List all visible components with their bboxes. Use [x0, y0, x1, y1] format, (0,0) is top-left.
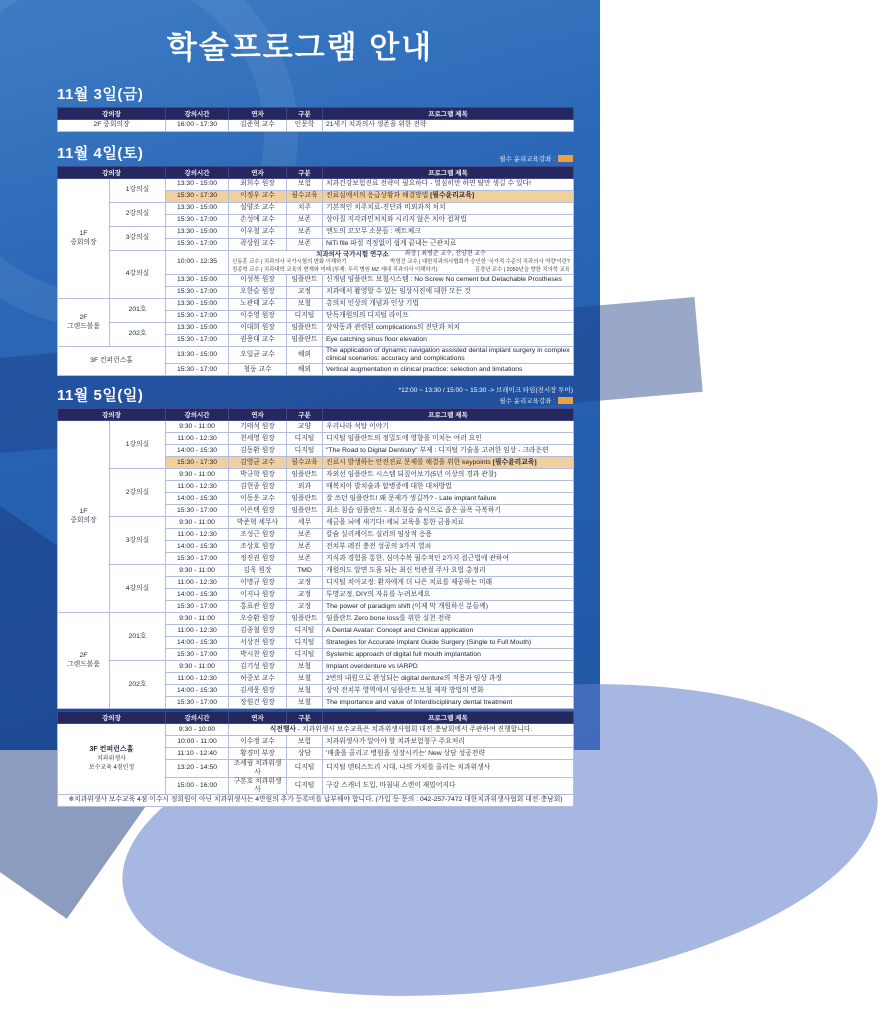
- speaker-cell: 홍표관 원장: [229, 601, 287, 613]
- program-table-head: [58, 108, 574, 120]
- title-cell: 임플란트 Zero bone loss를 위한 실천 전략: [323, 613, 574, 625]
- speaker-cell: 조성근 원장: [229, 529, 287, 541]
- col-header-venue: 강의장: [58, 712, 166, 724]
- col-header-venue: 강의장: [58, 409, 166, 421]
- venue-line: 3F 컨퍼런스홀: [89, 745, 134, 753]
- category-cell: 보철: [287, 673, 323, 685]
- time-cell: 15:30 - 17:30: [166, 191, 229, 203]
- required-course-legend-2: [499, 396, 573, 405]
- col-header-time: 강의시간: [166, 108, 229, 120]
- category-cell: 보철: [287, 685, 323, 697]
- time-cell: 15:30 - 17:00: [166, 215, 229, 227]
- table-row: [58, 469, 574, 481]
- col-header-speaker: 연자: [229, 409, 287, 421]
- category-cell: 해외: [287, 364, 323, 376]
- title-cell: 세금을 뇌에 새기다! 세뇌 교육을 통한 금융치료: [323, 517, 574, 529]
- time-cell: 11:00 - 12:30: [166, 481, 229, 493]
- room-cell: 4강의실: [110, 565, 166, 613]
- col-header-category: 구분: [287, 409, 323, 421]
- program-table-head: [58, 409, 574, 421]
- category-cell: 교정: [287, 589, 323, 601]
- table-row: [58, 613, 574, 625]
- category-cell: 세무: [287, 517, 323, 529]
- category-cell: 임플란트: [287, 275, 323, 287]
- time-cell: 14:00 - 15:30: [166, 685, 229, 697]
- room-cell: 202호: [110, 661, 166, 709]
- column-header-row: [58, 712, 574, 724]
- speaker-cell: 김영균 교수: [229, 457, 287, 469]
- title-cell: 진료시 발생하는 안전진료 문제를 해결을 위한 keypoints [필수윤리교육]: [323, 457, 574, 469]
- time-cell: 15:30 - 17:00: [166, 335, 229, 347]
- speaker-cell: 이동운 교수: [229, 493, 287, 505]
- title-cell: The importance and value of Interdisciplinary dental treatment: [323, 697, 574, 709]
- venue-line: 2F: [79, 314, 88, 322]
- category-cell: 필수교육: [287, 457, 323, 469]
- title-cell: 지식과 경험을 통한, 심미수복 필수적인 2가지 접근법에 관하여: [323, 553, 574, 565]
- special-session-line: [232, 259, 570, 266]
- title-cell: 총의치 인상의 개념과 인상 기법: [323, 299, 574, 311]
- section-nov5-header: [57, 384, 573, 405]
- venue-cell: [58, 421, 110, 613]
- time-cell: 13:30 - 15:00: [166, 179, 229, 191]
- category-cell: 보존: [287, 529, 323, 541]
- column-header-row: [58, 108, 574, 120]
- pre-event-cell: 식전행사 - 치과위생사 보수교육은 치과위생사협회 대전·충남회에서 주관하여 진행합니다.: [229, 724, 574, 736]
- title-cell: 엔도의 꼬꼬무 소문들 : 팩트체크: [323, 227, 574, 239]
- speaker-cell: 이은택 원장: [229, 505, 287, 517]
- time-cell: 13:30 - 15:00: [166, 347, 229, 364]
- table-nov5-container: [57, 408, 573, 709]
- special-session-row: [58, 251, 574, 275]
- special-session-entry: 신동훈 교수 | 치과의사 국가시험의 변화 이해하기: [232, 259, 347, 266]
- venue-line: 3F 컨퍼런스홀: [90, 356, 133, 364]
- page-title: 학술프로그램 안내: [166, 30, 434, 65]
- col-header-category: 구분: [287, 712, 323, 724]
- category-cell: 임플란트: [287, 613, 323, 625]
- time-cell: 14:00 - 15:30: [166, 445, 229, 457]
- category-cell: 보존: [287, 227, 323, 239]
- title-cell: 디지털 덴티스트리 시대, 나의 가치를 올리는 치과위생사: [323, 760, 574, 777]
- time-cell: 15:30 - 17:00: [166, 697, 229, 709]
- col-header-category: 구분: [287, 108, 323, 120]
- column-header-row: [58, 167, 574, 179]
- title-cell: 단독개원의의 디지털 라이프: [323, 311, 574, 323]
- speaker-cell: 이대희 원장: [229, 323, 287, 335]
- title-cell: 디지털 임플란트의 정밀도에 영향을 미치는 여러 요인: [323, 433, 574, 445]
- research-center-name: 치과의사 국가시험 연구소: [316, 251, 389, 258]
- speaker-cell: 오일균 교수: [229, 347, 287, 364]
- title-bold-tag: [필수윤리교육]: [430, 192, 475, 200]
- speaker-cell: 정진권 원장: [229, 553, 287, 565]
- title-cell: 치과건강보험진료 전략이 필요하다 - 열심히만 하면 탈만 생길 수 있다!: [323, 179, 574, 191]
- speaker-cell: 천세영 원장: [229, 433, 287, 445]
- speaker-cell: 박준혁 세무사: [229, 517, 287, 529]
- title-cell: 기본적인 치주치료-진단과 비외과적 처치: [323, 203, 574, 215]
- title-cell: 신개념 임플란트 보철시스템 : No Screw No cement but Detachable Prostheses: [323, 275, 574, 287]
- time-cell: 13:20 - 14:50: [166, 760, 229, 777]
- speaker-cell: 장원건 원장: [229, 697, 287, 709]
- time-cell: 15:30 - 17:00: [166, 553, 229, 565]
- speaker-cell: 허중보 교수: [229, 673, 287, 685]
- time-cell: 16:00 - 17:30: [166, 120, 229, 132]
- title-cell: 최소 침습 임플란트 - 최소침습 술식으로 좁은 골폭 극복하기: [323, 505, 574, 517]
- special-session-cell: [229, 251, 574, 275]
- table-row: [58, 724, 574, 736]
- category-cell: 보철: [287, 697, 323, 709]
- time-cell: 9:30 - 11:00: [166, 565, 229, 577]
- col-header-category: 구분: [287, 167, 323, 179]
- section-nov3: [57, 83, 573, 132]
- title-cell: 투명교정, DIY의 자유를 누려보세요: [323, 589, 574, 601]
- title-cell: 디지털 치아교정: 환자에게 더 나은 치료를 제공하는 미래: [323, 577, 574, 589]
- category-cell: 디지털: [287, 760, 323, 777]
- table-row: [58, 421, 574, 433]
- col-header-venue: 강의장: [58, 108, 166, 120]
- table-row: [58, 517, 574, 529]
- speaker-cell: 이지나 원장: [229, 589, 287, 601]
- time-cell: 15:30 - 17:00: [166, 239, 229, 251]
- required-course-label: 필수 윤리교육강좌 :: [499, 156, 555, 163]
- table-nov3-container: [57, 107, 573, 132]
- room-cell: 4강의실: [110, 251, 166, 299]
- category-cell: 디지털: [287, 311, 323, 323]
- speaker-cell: 손성애 교수: [229, 215, 287, 227]
- col-header-speaker: 연자: [229, 167, 287, 179]
- category-cell: 보험: [287, 179, 323, 191]
- speaker-cell: 이명규 원장: [229, 577, 287, 589]
- speaker-cell: 설양조 교수: [229, 203, 287, 215]
- title-cell: NiTi file 파절 걱정없이 쉽게 끝내는 근관치료: [323, 239, 574, 251]
- col-header-venue: 강의장: [58, 167, 166, 179]
- special-session-line: [232, 267, 570, 274]
- category-cell: 보철: [287, 299, 323, 311]
- category-cell: 디지털: [287, 445, 323, 457]
- time-cell: 9:30 - 11:00: [166, 469, 229, 481]
- column-header-row: [58, 409, 574, 421]
- section-nov5-notes: [399, 385, 573, 405]
- speaker-cell: 이우철 교수: [229, 227, 287, 239]
- col-header-speaker: 연자: [229, 108, 287, 120]
- title-cell: 진료실에서의 응급상황과 해결방법 [필수윤리교육]: [323, 191, 574, 203]
- table-hygienist-container: [57, 711, 573, 807]
- speaker-cell: 박시찬 원장: [229, 649, 287, 661]
- speaker-cell: 곽상원 교수: [229, 239, 287, 251]
- speaker-cell: 김종철 원장: [229, 625, 287, 637]
- time-cell: 10:00 - 11:00: [166, 736, 229, 748]
- title-cell: 치과에서 촬영할 수 있는 임상사진에 대한 모든 것: [323, 287, 574, 299]
- title-cell: 상악동과 관련된 complications의 진단과 처치: [323, 323, 574, 335]
- time-cell: 15:30 - 17:00: [166, 287, 229, 299]
- speaker-cell: 오승환 원장: [229, 613, 287, 625]
- venue-cell: [58, 613, 110, 709]
- room-cell: 3강의실: [110, 227, 166, 251]
- time-cell: 15:30 - 17:00: [166, 601, 229, 613]
- title-cell: Implant overdenture vs IARPD: [323, 661, 574, 673]
- speaker-cell: 조상호 원장: [229, 541, 287, 553]
- time-cell: 14:00 - 15:30: [166, 493, 229, 505]
- category-cell: 디지털: [287, 649, 323, 661]
- time-cell: 10:00 - 12:35: [166, 251, 229, 275]
- time-cell: 15:30 - 17:00: [166, 649, 229, 661]
- title-cell: 잘 쓰던 임플란트! 왜 문제가 생길까? - Late implant failure: [323, 493, 574, 505]
- venue-line: 2F 중회의장: [93, 121, 130, 129]
- venue-line: 중회의장: [70, 238, 97, 246]
- title-cell: "The Road to Digital Dentistry" 부제 : 디지털 기술을 고려한 임상 - 크라운편: [323, 445, 574, 457]
- venue-cell: [58, 179, 110, 299]
- venue-line: 1F: [79, 508, 88, 516]
- category-cell: 임플란트: [287, 469, 323, 481]
- speaker-cell: 김욱 원장: [229, 565, 287, 577]
- title-bold-tag: [필수윤리교육]: [492, 458, 537, 466]
- venue-line: 중회의장: [70, 516, 97, 524]
- title-cell: 21세기 치과의사 생존을 위한 전략: [323, 120, 574, 132]
- section-nov5: [57, 384, 573, 807]
- footer-note-row: [58, 794, 574, 806]
- col-header-title: 프로그램 제목: [323, 108, 574, 120]
- speaker-cell: 구본호 치과위생사: [229, 777, 287, 794]
- speaker-cell: 서상진 원장: [229, 637, 287, 649]
- time-cell: 9:30 - 11:00: [166, 517, 229, 529]
- category-cell: 임플란트: [287, 493, 323, 505]
- category-cell: 상담: [287, 748, 323, 760]
- title-cell: '매출을 올리고 병원을 성장시키는' New 상담 성공전략: [323, 748, 574, 760]
- time-cell: 9:30 - 10:00: [166, 724, 229, 736]
- section-nov4-header: [57, 142, 573, 163]
- category-cell: 임플란트: [287, 335, 323, 347]
- category-cell: 외과: [287, 481, 323, 493]
- category-cell: 보철: [287, 661, 323, 673]
- col-header-speaker: 연자: [229, 712, 287, 724]
- speaker-cell: 김세웅 원장: [229, 685, 287, 697]
- speaker-cell: 이정우 교수: [229, 191, 287, 203]
- title-cell: 칼슘 실리케이트 실러의 임상적 응용: [323, 529, 574, 541]
- time-cell: 13:30 - 15:00: [166, 275, 229, 287]
- time-cell: 11:00 - 12:30: [166, 433, 229, 445]
- category-cell: 필수교육: [287, 191, 323, 203]
- category-cell: 보험: [287, 736, 323, 748]
- speaker-cell: 김동환 원장: [229, 445, 287, 457]
- title-cell: The application of dynamic navigation assisted dental implant surgery in complex clinical scenarios: accuracy and complications: [323, 347, 574, 364]
- title-cell: Strategies for Accurate Implant Guide Surgery (Single to Full Mouth): [323, 637, 574, 649]
- category-cell: 인문학: [287, 120, 323, 132]
- room-cell: 201호: [110, 299, 166, 323]
- speaker-cell: 김준혁 교수: [229, 120, 287, 132]
- category-cell: 보존: [287, 239, 323, 251]
- speaker-cell: 황경미 부장: [229, 748, 287, 760]
- hygienist-table: [57, 711, 574, 807]
- title-cell: 자외선 임플란트 시스템 되짚어보기(5년 이상의 경과 관찰): [323, 469, 574, 481]
- required-course-swatch-2: [558, 397, 573, 404]
- date-heading-nov5: 11월 5일(일): [57, 387, 144, 405]
- time-cell: 14:00 - 15:30: [166, 589, 229, 601]
- speaker-cell: 기태석 원장: [229, 421, 287, 433]
- room-cell: 1강의실: [110, 421, 166, 469]
- required-course-swatch: [558, 155, 573, 162]
- venue-cell: [58, 724, 166, 795]
- table-row: [58, 299, 574, 311]
- title-cell: 상아질 지각과민처치와 시리지 않은 치아 접착법: [323, 215, 574, 227]
- special-session-entry: 김경년 교수 | 2050년을 향한 치의학 교육: [474, 266, 570, 273]
- room-cell: 201호: [110, 613, 166, 661]
- special-session-entry: 정종혁 교수 | 치과대학 교육의 현재와 미래 (부제: 우리 병원 MZ 세대 치과의사 이해하기): [232, 266, 438, 273]
- time-cell: 13:30 - 15:00: [166, 203, 229, 215]
- col-header-title: 프로그램 제목: [323, 167, 574, 179]
- break-time-note: *12:00 ~ 13:30 / 15:00 ~ 15:30 -> 브레이크 타임(전시장 투어): [398, 387, 573, 395]
- category-cell: 보존: [287, 215, 323, 227]
- venue-cell: [58, 299, 110, 347]
- time-cell: 11:00 - 12:30: [166, 577, 229, 589]
- footer-note-cell: ※치과위생사 보수교육 4점 이수시 정회원이 아닌 치과위생사는 4만원의 추가 등록비를 납부해야 합니다. (가입 등 문의 : 042-257-7472 대한치과위생사협회 대전·충남회): [58, 794, 574, 806]
- session-chairs: 좌장 | 최병준 교수, 전양현 교수: [404, 251, 486, 257]
- program-table-head: [58, 167, 574, 179]
- title-cell: 매복치아 발치술과 합병증에 대한 대처방법: [323, 481, 574, 493]
- col-header-time: 강의시간: [166, 409, 229, 421]
- time-cell: 15:00 - 16:00: [166, 777, 229, 794]
- time-cell: 9:30 - 11:00: [166, 613, 229, 625]
- time-cell: 15:30 - 17:00: [166, 505, 229, 517]
- required-course-legend: [499, 154, 573, 163]
- time-cell: 13:30 - 15:00: [166, 323, 229, 335]
- title-cell: 치과위생사가 알아야 할 치과보험청구 주요처리: [323, 736, 574, 748]
- time-cell: 14:00 - 15:30: [166, 637, 229, 649]
- table-row: [58, 347, 574, 364]
- title-cell: 구강 스캐너 도입, 마침내 스캔이 재밌어지다: [323, 777, 574, 794]
- pre-event-label: 식전행사: [269, 725, 296, 733]
- room-cell: 2강의실: [110, 203, 166, 227]
- venue-line: 1F: [79, 230, 88, 238]
- speaker-cell: 이성복 원장: [229, 275, 287, 287]
- category-cell: 디지털: [287, 433, 323, 445]
- table-row: [58, 661, 574, 673]
- time-cell: 9:30 - 11:00: [166, 421, 229, 433]
- venue-line: 그랜드볼룸: [67, 322, 100, 330]
- category-cell: 교정: [287, 287, 323, 299]
- title-cell: 전치부 레진 충전 성공의 3가지 열쇠: [323, 541, 574, 553]
- time-cell: 14:00 - 15:30: [166, 541, 229, 553]
- venue-cell: [58, 347, 166, 376]
- speaker-cell: 박규학 원장: [229, 469, 287, 481]
- speaker-cell: 권용대 교수: [229, 335, 287, 347]
- title-cell: 2번의 내원으로 완성되는 digital denture의 적용과 임상 과정: [323, 673, 574, 685]
- program-table-body: [58, 421, 574, 709]
- col-header-title: 프로그램 제목: [323, 409, 574, 421]
- program-table-body: [58, 120, 574, 132]
- special-session-entry: 박영건 교수 | 대한치과의사협회가 승인한 '국가적 수준의 치과의사 역량'이란?: [390, 259, 570, 266]
- title-cell: 개원의도 알면 도움 되는 최신 턱관절 주사 요법 총정리: [323, 565, 574, 577]
- venue-cell: [58, 120, 166, 132]
- speaker-cell: 김기성 원장: [229, 661, 287, 673]
- title-cell: Systemic approach of digital full mouth implantation: [323, 649, 574, 661]
- col-header-title: 프로그램 제목: [323, 712, 574, 724]
- category-cell: 치주: [287, 203, 323, 215]
- time-cell: 13:30 - 15:00: [166, 299, 229, 311]
- date-heading-nov4: 11월 4일(토): [57, 145, 144, 162]
- category-cell: 디지털: [287, 637, 323, 649]
- time-cell: 15:30 - 17:00: [166, 311, 229, 323]
- section-nov4: [57, 142, 573, 376]
- category-cell: 임플란트: [287, 323, 323, 335]
- venue-line: 치과위생사: [97, 756, 126, 763]
- table-row: [58, 323, 574, 335]
- venue-line: 그랜드볼룸: [67, 660, 100, 668]
- category-cell: 디지털: [287, 625, 323, 637]
- program-table: [57, 408, 574, 709]
- time-cell: 11:10 - 12:40: [166, 748, 229, 760]
- table-nov4-container: [57, 166, 573, 376]
- speaker-cell: 조세림 치과위생사: [229, 760, 287, 777]
- col-header-time: 강의시간: [166, 712, 229, 724]
- speaker-cell: 청둥 교수: [229, 364, 287, 376]
- required-course-label-2: 필수 윤리교육강좌 :: [499, 398, 555, 406]
- category-cell: 보존: [287, 553, 323, 565]
- time-cell: 11:00 - 12:30: [166, 625, 229, 637]
- venue-line: 보수교육 4점인정: [88, 765, 135, 772]
- title-cell: The power of paradigm shift (이제 막 개원하신 분들께): [323, 601, 574, 613]
- table-row: [58, 227, 574, 239]
- table-row: [58, 120, 574, 132]
- table-row: [58, 565, 574, 577]
- category-cell: 디지털: [287, 777, 323, 794]
- category-cell: 교정: [287, 577, 323, 589]
- col-header-time: 강의시간: [166, 167, 229, 179]
- category-cell: 교양: [287, 421, 323, 433]
- program-table: [57, 107, 574, 132]
- category-cell: 해외: [287, 347, 323, 364]
- room-cell: 1강의실: [110, 179, 166, 203]
- time-cell: 11:00 - 12:30: [166, 673, 229, 685]
- title-cell: Vertical augmentation in clinical practice: selection and limitations: [323, 364, 574, 376]
- program-table: [57, 166, 574, 376]
- speaker-cell: 이수영 원장: [229, 311, 287, 323]
- category-cell: 교정: [287, 601, 323, 613]
- speaker-cell: 이수정 교수: [229, 736, 287, 748]
- room-cell: 202호: [110, 323, 166, 347]
- category-cell: 보존: [287, 541, 323, 553]
- title-cell: Eye catching sinus floor elevation: [323, 335, 574, 347]
- title-cell: 상악 전치부 영역에서 임플란트 보철 제작 방법의 변화: [323, 685, 574, 697]
- hygienist-table-body: [58, 724, 574, 807]
- title-cell: 우리나라 석탑 이야기: [323, 421, 574, 433]
- room-cell: 2강의실: [110, 469, 166, 517]
- category-cell: 임플란트: [287, 505, 323, 517]
- time-cell: 15:30 - 17:00: [166, 364, 229, 376]
- room-cell: 3강의실: [110, 517, 166, 565]
- category-cell: TMD: [287, 565, 323, 577]
- title-cell: A Dental Avatar: Concept and Clinical application: [323, 625, 574, 637]
- speaker-cell: 오한슬 원장: [229, 287, 287, 299]
- time-cell: 15:30 - 17:30: [166, 457, 229, 469]
- hygienist-table-head: [58, 712, 574, 724]
- program-table-body: [58, 179, 574, 376]
- venue-line: 2F: [79, 652, 88, 660]
- table-row: [58, 179, 574, 191]
- table-row: [58, 203, 574, 215]
- time-cell: 11:00 - 12:30: [166, 529, 229, 541]
- speaker-cell: 노관태 교수: [229, 299, 287, 311]
- date-heading-nov3: 11월 3일(금): [57, 86, 144, 103]
- speaker-cell: 최희수 원장: [229, 179, 287, 191]
- speaker-cell: 김현종 원장: [229, 481, 287, 493]
- time-cell: 9:30 - 11:00: [166, 661, 229, 673]
- time-cell: 13:30 - 15:00: [166, 227, 229, 239]
